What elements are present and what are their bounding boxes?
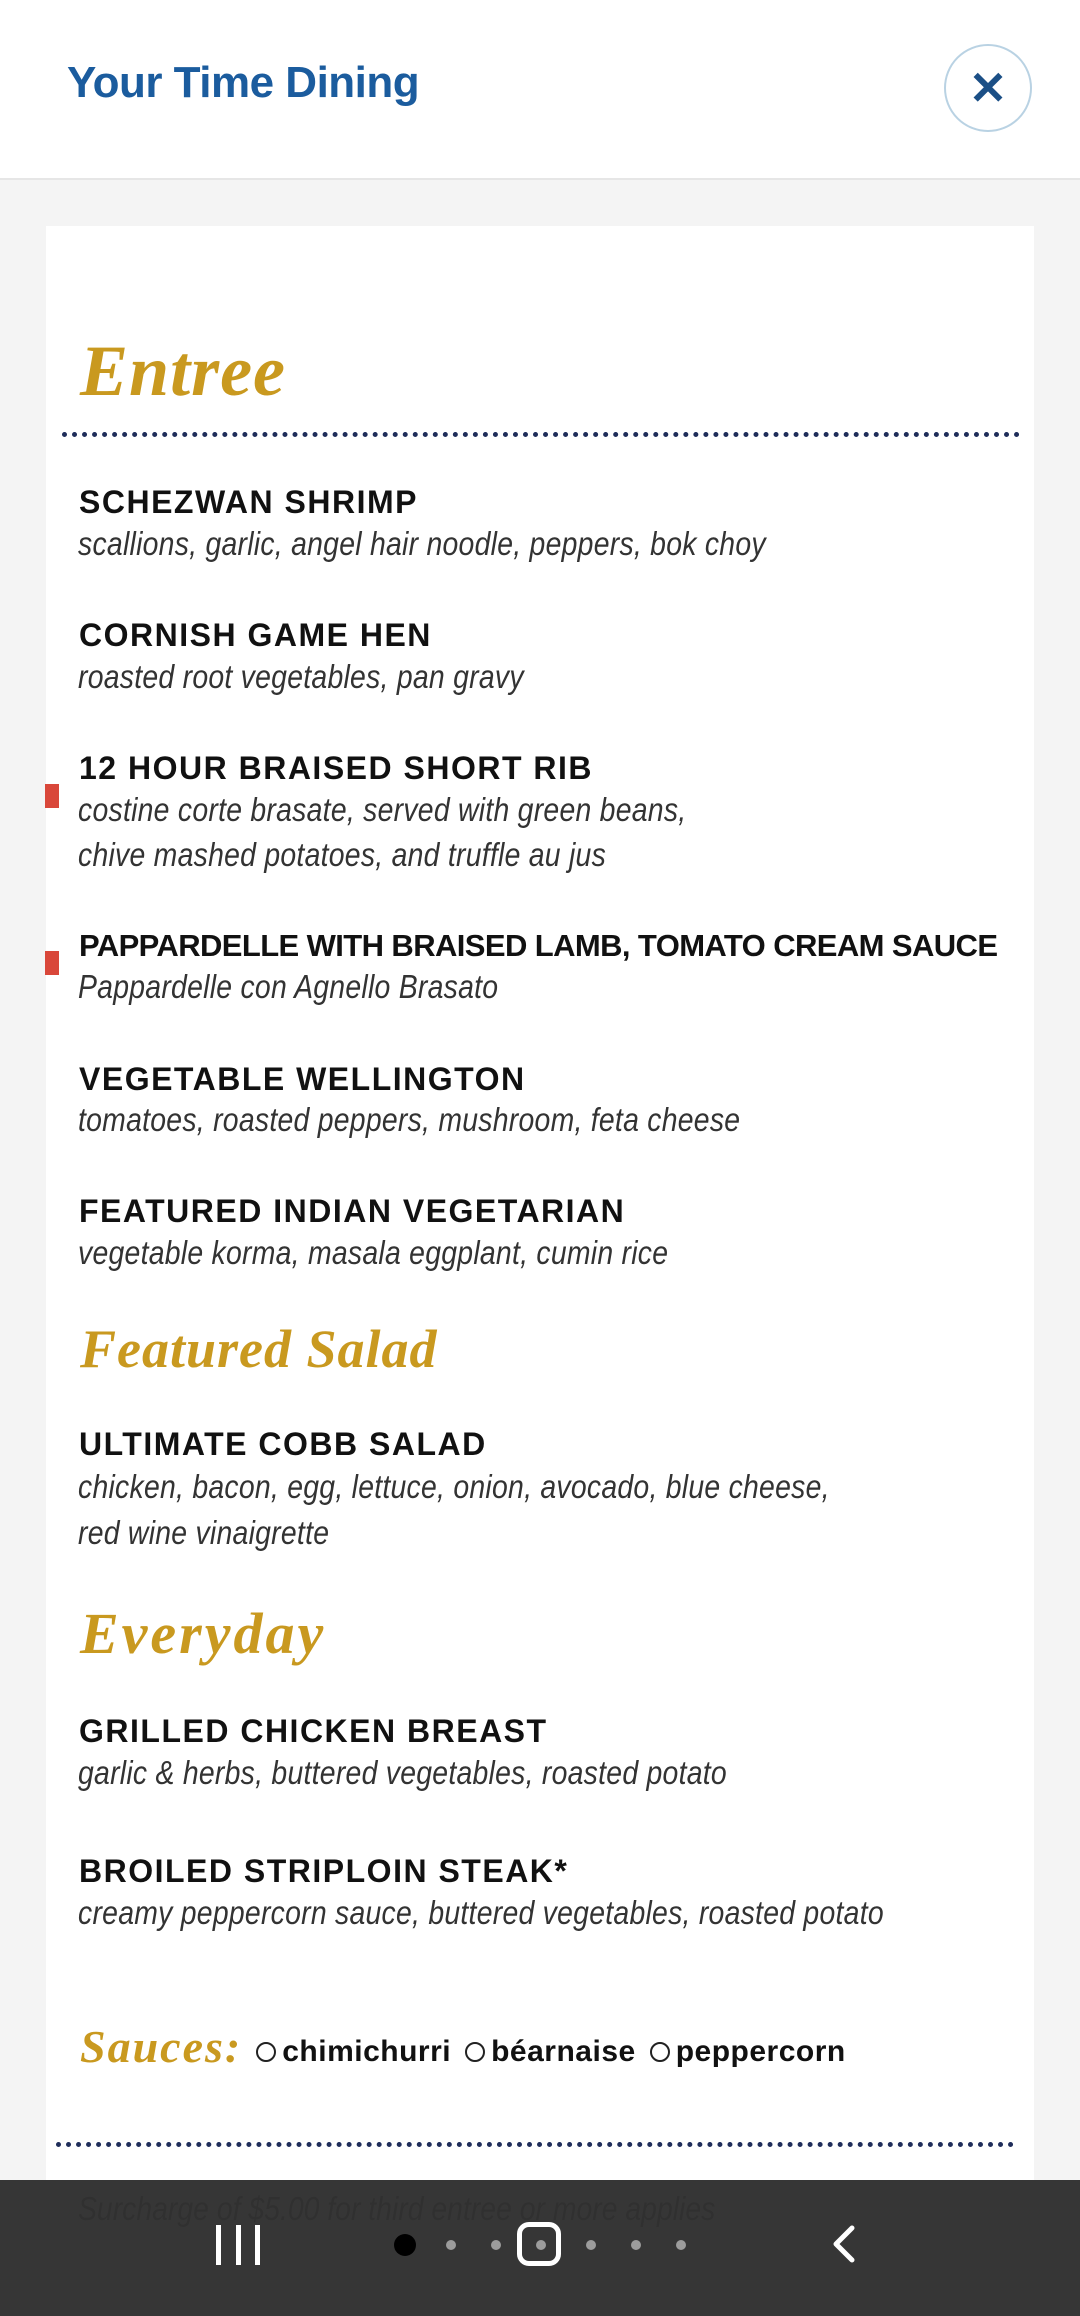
section-title-entree: Entree — [80, 331, 287, 411]
menu-item-name: GRILLED CHICKEN BREAST — [79, 1713, 548, 1749]
home-icon[interactable] — [517, 2222, 561, 2266]
new-item-marker — [45, 784, 59, 808]
back-icon[interactable] — [826, 2224, 866, 2264]
close-icon: ✕ — [968, 62, 1008, 114]
sauce-option-bearnaise — [465, 2035, 636, 2069]
sauce-option-label: chimichurri — [282, 2035, 452, 2068]
new-item-marker — [45, 951, 59, 975]
page-dot — [676, 2240, 686, 2250]
page-dot — [631, 2240, 641, 2250]
sauce-option-chimichurri — [256, 2035, 451, 2069]
radio-circle-icon — [256, 2042, 276, 2062]
menu-item-name: ULTIMATE COBB SALAD — [79, 1426, 487, 1462]
menu-item-name: 12 HOUR BRAISED SHORT RIB — [79, 750, 593, 786]
sauces-row — [80, 2020, 846, 2073]
menu-item-name: PAPPARDELLE WITH BRAISED LAMB, TOMATO CREAM SAUCE — [79, 928, 998, 963]
menu-item-name: VEGETABLE WELLINGTON — [79, 1061, 526, 1097]
menu-item-desc: vegetable korma, masala eggplant, cumin rice — [78, 1234, 669, 1271]
menu-item-desc: roasted root vegetables, pan gravy — [78, 658, 524, 695]
sauces-label: Sauces: — [80, 2021, 243, 2072]
section-title-everyday: Everyday — [80, 1601, 327, 1666]
page-dot — [394, 2234, 416, 2256]
sauce-option-label: béarnaise — [491, 2035, 636, 2068]
sauce-option-peppercorn — [650, 2035, 846, 2069]
close-button[interactable] — [944, 44, 1032, 132]
sauce-option-label: peppercorn — [675, 2035, 846, 2068]
menu-item-desc: chive mashed potatoes, and truffle au jus — [78, 836, 607, 873]
menu-item-desc: red wine vinaigrette — [78, 1514, 330, 1551]
app-header — [0, 0, 1080, 180]
divider — [62, 432, 1020, 437]
menu-item-desc: Pappardelle con Agnello Brasato — [78, 968, 499, 1005]
page-title: Your Time Dining — [67, 58, 420, 107]
page-dot — [586, 2240, 596, 2250]
menu-item-name: SCHEZWAN SHRIMP — [79, 484, 418, 520]
menu-item-desc: creamy peppercorn sauce, buttered vegetables, roasted potato — [78, 1894, 884, 1931]
menu-item-name: CORNISH GAME HEN — [79, 617, 432, 653]
menu-item-name: FEATURED INDIAN VEGETARIAN — [79, 1193, 626, 1229]
menu-item-desc: scallions, garlic, angel hair noodle, peppers, bok choy — [78, 525, 766, 562]
section-title-featured-salad: Featured Salad — [80, 1319, 438, 1379]
radio-circle-icon — [465, 2042, 485, 2062]
menu-item-desc: chicken, bacon, egg, lettuce, onion, avocado, blue cheese, — [78, 1468, 830, 1505]
page-dot — [446, 2240, 456, 2250]
recents-icon[interactable] — [216, 2225, 260, 2265]
menu-item-desc: tomatoes, roasted peppers, mushroom, feta cheese — [78, 1101, 741, 1138]
page-dot — [491, 2240, 501, 2250]
menu-item-name: BROILED STRIPLOIN STEAK* — [79, 1853, 569, 1889]
menu-item-desc: garlic & herbs, buttered vegetables, roasted potato — [78, 1754, 727, 1791]
divider — [56, 2142, 1014, 2147]
menu-item-desc: costine corte brasate, served with green beans, — [78, 791, 687, 828]
radio-circle-icon — [650, 2042, 670, 2062]
